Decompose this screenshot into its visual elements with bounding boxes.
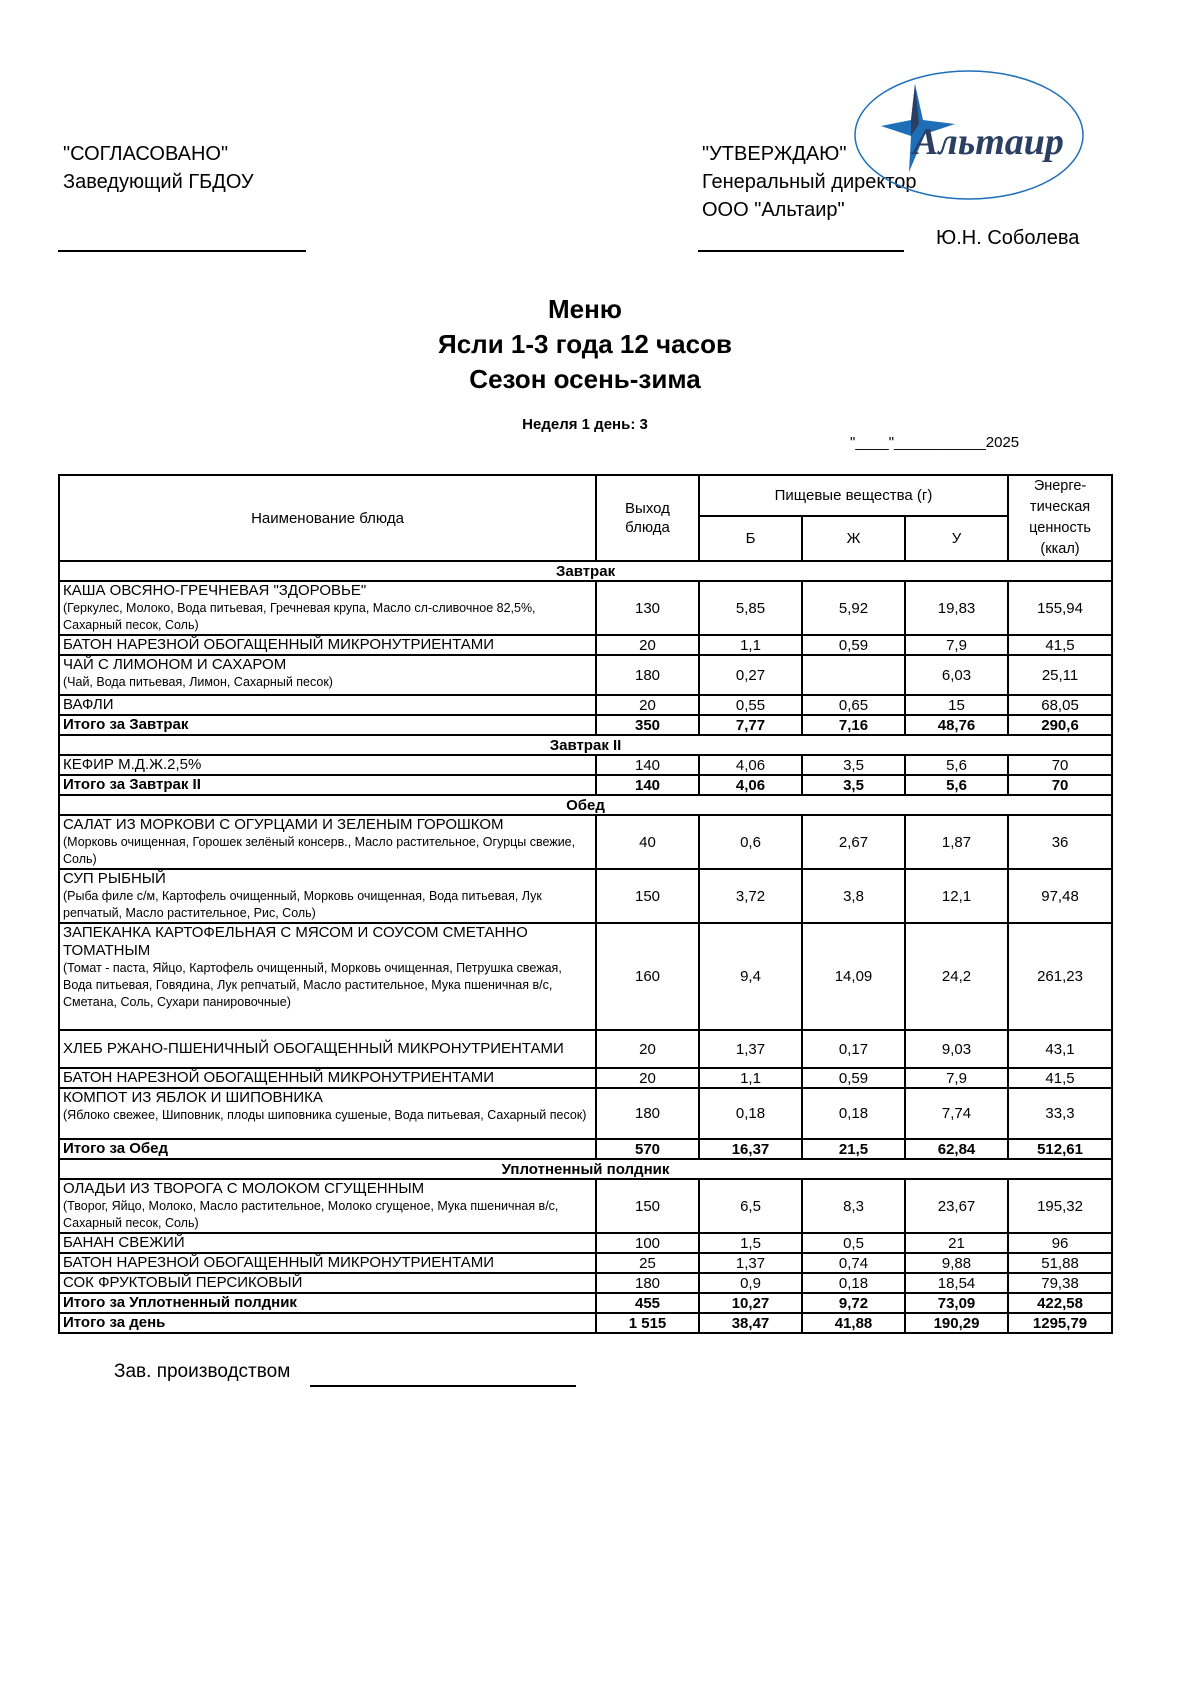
head-role-label: Заведующий ГБДОУ — [63, 171, 254, 193]
total-label: Итого за Завтрак — [59, 715, 596, 735]
director-role-label: Генеральный директор — [702, 171, 917, 193]
total-energy: 422,58 — [1008, 1293, 1112, 1313]
dish-cell — [59, 1179, 596, 1233]
dish-ingredients: (Томат - паста, Яйцо, Картофель очищенный, Морковь очищенная, Петрушка свежая, Вода питьевая, Говядина, Лук репчатый, Масло растительное, Мука пшеничная в/с, Сметана, Соль, Сухари панировочные) — [63, 961, 562, 1009]
fat-cell: 2,67 — [802, 815, 905, 869]
total-yield: 570 — [596, 1139, 699, 1159]
approve-label: "УТВЕРЖДАЮ" — [702, 143, 847, 165]
director-name: Ю.Н. Соболева — [936, 227, 1080, 249]
carbs-cell: 12,1 — [905, 869, 1008, 923]
dish-cell — [59, 1068, 596, 1088]
carbs-cell: 9,88 — [905, 1253, 1008, 1273]
dish-name: ЗАПЕКАНКА КАРТОФЕЛЬНАЯ С МЯСОМ И СОУСОМ СМЕТАННО ТОМАТНЫМ — [63, 924, 528, 959]
yield-cell: 180 — [596, 1088, 699, 1139]
carbs-cell: 24,2 — [905, 923, 1008, 1030]
org-name-label: ООО "Альтаир" — [702, 199, 845, 221]
agreed-label: "СОГЛАСОВАНО" — [63, 143, 229, 165]
header-energy: Энерге-тическая ценность (ккал) — [1008, 475, 1112, 561]
carbs-cell: 6,03 — [905, 655, 1008, 695]
week-day-label: Неделя 1 день: 3 — [522, 416, 648, 433]
section-total-row — [59, 775, 1112, 795]
dish-name: БАНАН СВЕЖИЙ — [63, 1234, 185, 1251]
day-total-energy: 1295,79 — [1008, 1313, 1112, 1333]
dish-cell — [59, 581, 596, 635]
signature-line-footer — [310, 1385, 576, 1387]
fat-cell: 0,18 — [802, 1088, 905, 1139]
yield-cell: 40 — [596, 815, 699, 869]
total-fat: 9,72 — [802, 1293, 905, 1313]
section-row — [59, 795, 1112, 815]
header-yield: Выход блюда — [596, 475, 699, 561]
altair-logo — [853, 68, 1085, 202]
dish-cell — [59, 635, 596, 655]
yield-cell: 160 — [596, 923, 699, 1030]
fat-cell: 8,3 — [802, 1179, 905, 1233]
dish-name: ОЛАДЬИ ИЗ ТВОРОГА С МОЛОКОМ СГУЩЕННЫМ — [63, 1180, 425, 1197]
yield-cell: 180 — [596, 1273, 699, 1293]
carbs-cell: 7,74 — [905, 1088, 1008, 1139]
protein-cell: 6,5 — [699, 1179, 802, 1233]
fat-cell — [802, 655, 905, 695]
yield-cell: 20 — [596, 1068, 699, 1088]
carbs-cell: 7,9 — [905, 1068, 1008, 1088]
carbs-cell: 9,03 — [905, 1030, 1008, 1068]
title-line-3: Сезон осень-зима — [469, 364, 701, 394]
section-title: Завтрак II — [59, 735, 1112, 755]
yield-cell: 100 — [596, 1233, 699, 1253]
total-label: Итого за Завтрак II — [59, 775, 596, 795]
dish-row — [59, 755, 1112, 775]
dish-cell — [59, 1030, 596, 1068]
total-fat: 3,5 — [802, 775, 905, 795]
dish-row — [59, 635, 1112, 655]
energy-cell: 41,5 — [1008, 635, 1112, 655]
dish-row — [59, 1179, 1112, 1233]
dish-cell — [59, 695, 596, 715]
section-row — [59, 561, 1112, 581]
section-total-row — [59, 715, 1112, 735]
day-total-fat: 41,88 — [802, 1313, 905, 1333]
dish-row — [59, 1273, 1112, 1293]
protein-cell: 1,1 — [699, 1068, 802, 1088]
total-carbs: 73,09 — [905, 1293, 1008, 1313]
dish-name: САЛАТ ИЗ МОРКОВИ С ОГУРЦАМИ И ЗЕЛЕНЫМ ГОРОШКОМ — [63, 816, 504, 833]
fat-cell: 0,59 — [802, 1068, 905, 1088]
protein-cell: 0,6 — [699, 815, 802, 869]
energy-cell: 41,5 — [1008, 1068, 1112, 1088]
section-total-row — [59, 1293, 1112, 1313]
title-line-1: Меню — [547, 294, 623, 324]
fat-cell: 0,18 — [802, 1273, 905, 1293]
title-line-2: Ясли 1-3 года 12 часов — [438, 329, 732, 359]
fat-cell: 5,92 — [802, 581, 905, 635]
dish-row — [59, 1233, 1112, 1253]
day-total-protein: 38,47 — [699, 1313, 802, 1333]
dish-cell — [59, 869, 596, 923]
dish-row — [59, 1068, 1112, 1088]
energy-cell: 155,94 — [1008, 581, 1112, 635]
date-line: "____"___________2025 — [850, 434, 1020, 451]
dish-row — [59, 815, 1112, 869]
fat-cell: 0,74 — [802, 1253, 905, 1273]
dish-name: КАША ОВСЯНО-ГРЕЧНЕВАЯ "ЗДОРОВЬЕ" — [63, 582, 367, 599]
dish-cell — [59, 815, 596, 869]
carbs-cell: 1,87 — [905, 815, 1008, 869]
fat-cell: 0,65 — [802, 695, 905, 715]
yield-cell: 150 — [596, 1179, 699, 1233]
total-fat: 21,5 — [802, 1139, 905, 1159]
protein-cell: 0,18 — [699, 1088, 802, 1139]
fat-cell: 3,5 — [802, 755, 905, 775]
carbs-cell: 15 — [905, 695, 1008, 715]
yield-cell: 140 — [596, 755, 699, 775]
header-fat: Ж — [802, 516, 905, 561]
dish-name: ЧАЙ С ЛИМОНОМ И САХАРОМ — [63, 656, 287, 673]
section-row — [59, 735, 1112, 755]
carbs-cell: 18,54 — [905, 1273, 1008, 1293]
energy-cell: 96 — [1008, 1233, 1112, 1253]
total-label: Итого за Обед — [59, 1139, 596, 1159]
energy-cell: 51,88 — [1008, 1253, 1112, 1273]
total-carbs: 48,76 — [905, 715, 1008, 735]
dish-cell — [59, 1088, 596, 1139]
header-carbs: У — [905, 516, 1008, 561]
total-energy: 512,61 — [1008, 1139, 1112, 1159]
yield-cell: 20 — [596, 635, 699, 655]
protein-cell: 4,06 — [699, 755, 802, 775]
protein-cell: 0,27 — [699, 655, 802, 695]
dish-row — [59, 655, 1112, 695]
protein-cell: 5,85 — [699, 581, 802, 635]
protein-cell: 1,5 — [699, 1233, 802, 1253]
total-protein: 7,77 — [699, 715, 802, 735]
yield-cell: 20 — [596, 695, 699, 715]
dish-ingredients: (Морковь очищенная, Горошек зелёный консерв., Масло растительное, Огурцы свежие, Соль) — [63, 835, 576, 866]
total-carbs: 62,84 — [905, 1139, 1008, 1159]
fat-cell: 3,8 — [802, 869, 905, 923]
energy-cell: 36 — [1008, 815, 1112, 869]
dish-name: БАТОН НАРЕЗНОЙ ОБОГАЩЕННЫЙ МИКРОНУТРИЕНТАМИ — [63, 636, 495, 653]
day-total-label: Итого за день — [59, 1313, 596, 1333]
total-yield: 350 — [596, 715, 699, 735]
protein-cell: 1,1 — [699, 635, 802, 655]
yield-cell: 180 — [596, 655, 699, 695]
header-dish-name: Наименование блюда — [59, 475, 596, 561]
dish-row — [59, 695, 1112, 715]
dish-row — [59, 581, 1112, 635]
dish-name: СУП РЫБНЫЙ — [63, 870, 166, 887]
dish-name: КОМПОТ ИЗ ЯБЛОК И ШИПОВНИКА — [63, 1089, 323, 1106]
protein-cell: 9,4 — [699, 923, 802, 1030]
total-yield: 455 — [596, 1293, 699, 1313]
section-title: Завтрак — [59, 561, 1112, 581]
day-total-yield: 1 515 — [596, 1313, 699, 1333]
energy-cell: 70 — [1008, 755, 1112, 775]
dish-cell — [59, 1273, 596, 1293]
total-energy: 70 — [1008, 775, 1112, 795]
carbs-cell: 19,83 — [905, 581, 1008, 635]
energy-cell: 25,11 — [1008, 655, 1112, 695]
dish-row — [59, 923, 1112, 1030]
energy-cell: 261,23 — [1008, 923, 1112, 1030]
header-nutrients: Пищевые вещества (г) — [699, 475, 1008, 516]
energy-cell: 195,32 — [1008, 1179, 1112, 1233]
energy-cell: 33,3 — [1008, 1088, 1112, 1139]
carbs-cell: 23,67 — [905, 1179, 1008, 1233]
yield-cell: 130 — [596, 581, 699, 635]
yield-cell: 20 — [596, 1030, 699, 1068]
approval-block-left — [63, 140, 254, 196]
menu-table-body — [59, 561, 1112, 1333]
day-total-row — [59, 1313, 1112, 1333]
total-protein: 4,06 — [699, 775, 802, 795]
section-row — [59, 1159, 1112, 1179]
energy-cell: 79,38 — [1008, 1273, 1112, 1293]
yield-cell: 25 — [596, 1253, 699, 1273]
carbs-cell: 7,9 — [905, 635, 1008, 655]
signature-line-left — [58, 250, 306, 252]
total-fat: 7,16 — [802, 715, 905, 735]
total-energy: 290,6 — [1008, 715, 1112, 735]
dish-ingredients: (Чай, Вода питьевая, Лимон, Сахарный песок) — [63, 675, 333, 689]
total-yield: 140 — [596, 775, 699, 795]
fat-cell: 0,59 — [802, 635, 905, 655]
dish-row — [59, 869, 1112, 923]
dish-ingredients: (Творог, Яйцо, Молоко, Масло растительное, Молоко сгущеное, Мука пшеничная в/с, Сахарный песок, Соль) — [63, 1199, 559, 1230]
dish-ingredients: (Яблоко свежее, Шиповник, плоды шиповника сушеные, Вода питьевая, Сахарный песок) — [63, 1108, 587, 1122]
day-total-carbs: 190,29 — [905, 1313, 1008, 1333]
dish-row — [59, 1030, 1112, 1068]
dish-row — [59, 1253, 1112, 1273]
section-total-row — [59, 1139, 1112, 1159]
fat-cell: 14,09 — [802, 923, 905, 1030]
production-head-label: Зав. производством — [114, 1361, 291, 1382]
carbs-cell: 5,6 — [905, 755, 1008, 775]
protein-cell: 0,9 — [699, 1273, 802, 1293]
footer-signature — [114, 1361, 290, 1383]
section-title: Обед — [59, 795, 1112, 815]
total-carbs: 5,6 — [905, 775, 1008, 795]
carbs-cell: 21 — [905, 1233, 1008, 1253]
total-protein: 10,27 — [699, 1293, 802, 1313]
logo-text: Альтаир — [913, 121, 1064, 163]
protein-cell: 1,37 — [699, 1253, 802, 1273]
energy-cell: 43,1 — [1008, 1030, 1112, 1068]
dish-name: ХЛЕБ РЖАНО-ПШЕНИЧНЫЙ ОБОГАЩЕННЫЙ МИКРОНУТРИЕНТАМИ — [63, 1040, 564, 1057]
protein-cell: 3,72 — [699, 869, 802, 923]
dish-name: СОК ФРУКТОВЫЙ ПЕРСИКОВЫЙ — [63, 1274, 303, 1291]
dish-name: БАТОН НАРЕЗНОЙ ОБОГАЩЕННЫЙ МИКРОНУТРИЕНТАМИ — [63, 1254, 495, 1271]
dish-cell — [59, 1253, 596, 1273]
fat-cell: 0,5 — [802, 1233, 905, 1253]
dish-name: ВАФЛИ — [63, 696, 114, 713]
dish-cell — [59, 655, 596, 695]
menu-table — [58, 474, 1113, 1334]
dish-name: КЕФИР М.Д.Ж.2,5% — [63, 756, 202, 773]
dish-ingredients: (Геркулес, Молоко, Вода питьевая, Гречневая крупа, Масло сл-сливочное 82,5%, Сахарный песок, Соль) — [63, 601, 536, 632]
total-label: Итого за Уплотненный полдник — [59, 1293, 596, 1313]
dish-row — [59, 1088, 1112, 1139]
energy-cell: 97,48 — [1008, 869, 1112, 923]
dish-cell — [59, 1233, 596, 1253]
total-protein: 16,37 — [699, 1139, 802, 1159]
dish-ingredients: (Рыба филе с/м, Картофель очищенный, Морковь очищенная, Вода питьевая, Лук репчатый, Масло растительное, Рис, Соль) — [63, 889, 542, 920]
section-title: Уплотненный полдник — [59, 1159, 1112, 1179]
signature-line-right — [698, 250, 904, 252]
dish-name: БАТОН НАРЕЗНОЙ ОБОГАЩЕННЫЙ МИКРОНУТРИЕНТАМИ — [63, 1069, 495, 1086]
header-protein: Б — [699, 516, 802, 561]
dish-cell — [59, 923, 596, 1030]
protein-cell: 1,37 — [699, 1030, 802, 1068]
protein-cell: 0,55 — [699, 695, 802, 715]
yield-cell: 150 — [596, 869, 699, 923]
dish-cell — [59, 755, 596, 775]
energy-cell: 68,05 — [1008, 695, 1112, 715]
fat-cell: 0,17 — [802, 1030, 905, 1068]
